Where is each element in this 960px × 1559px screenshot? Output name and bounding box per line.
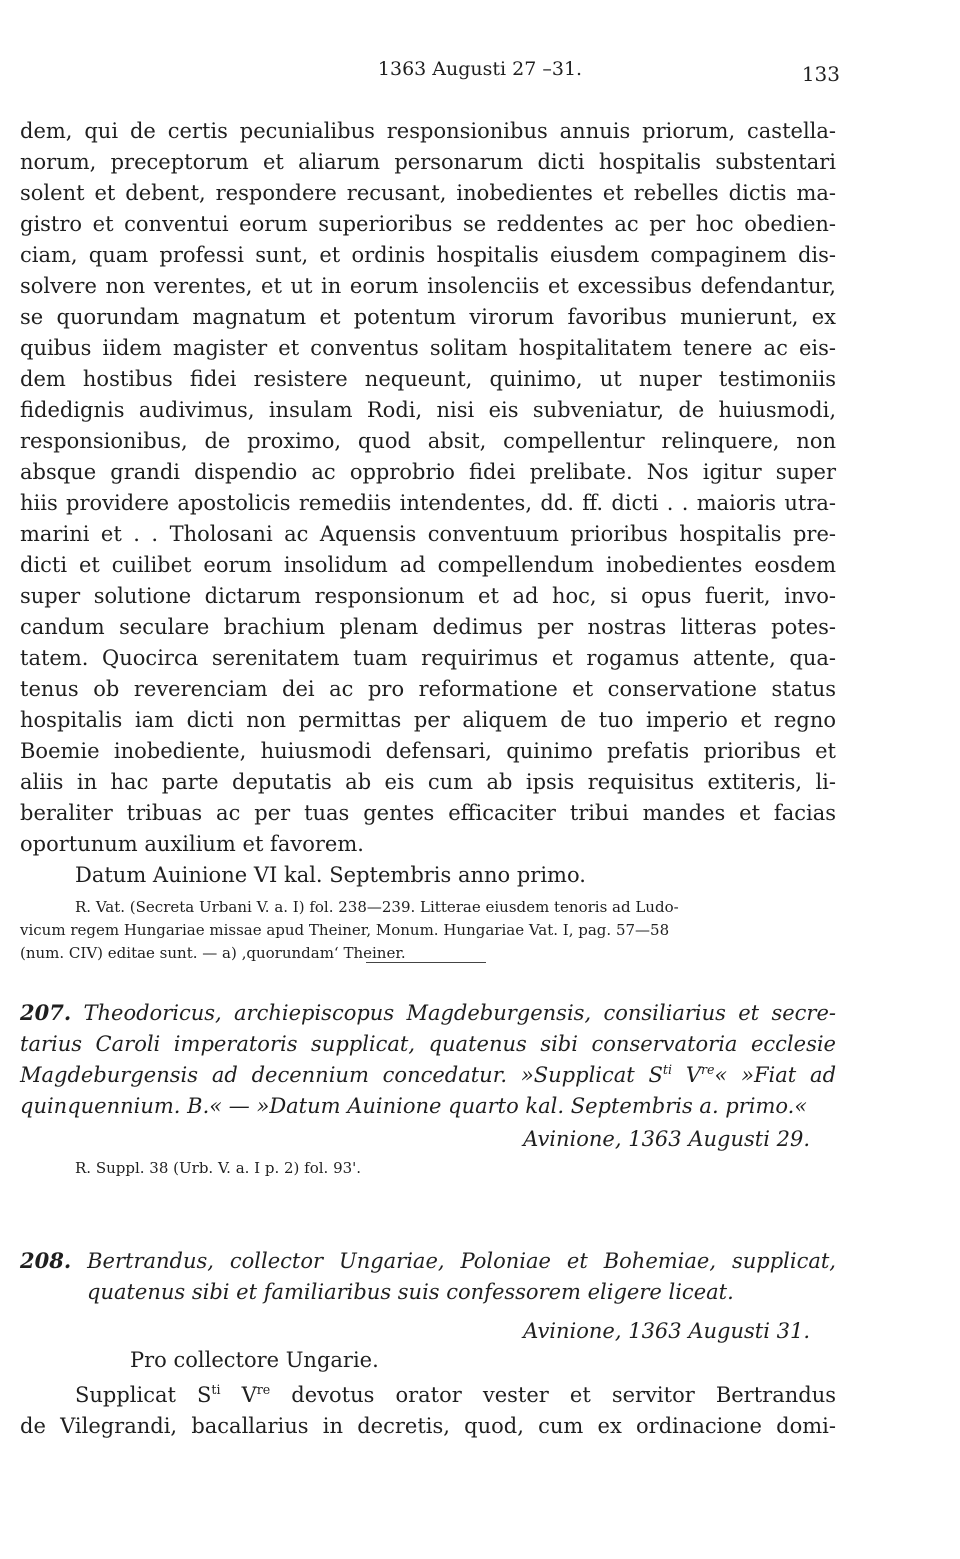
entry-208-text: Supplicat S bbox=[75, 1383, 212, 1407]
body-line: solvere non verentes, et ut in eorum insolenciis et excessibus defendantur, bbox=[20, 274, 836, 298]
body-line: beraliter tribuas ac per tuas gentes efficaciter tribui mandes et facias bbox=[20, 801, 836, 825]
page-number: 133 bbox=[801, 62, 840, 86]
entry-207-text: V bbox=[672, 1063, 701, 1087]
body-line: aliis in hac parte deputatis ab eis cum ab ipsis requisitus extiteris, li- bbox=[20, 770, 836, 794]
entry-208-dateline: Avinione, 1363 Augusti 31. bbox=[523, 1319, 810, 1343]
body-line: tenus ob reverenciam dei ac pro reformatione et conservatione status bbox=[20, 677, 836, 701]
source-note: (num. CIV) editae sunt. — a) ‚quorundam‘ Theiner. bbox=[20, 944, 406, 962]
body-line: hospitalis iam dicti non permittas per aliquem de tuo imperio et regno bbox=[20, 708, 836, 732]
entry-number: 208. bbox=[20, 1248, 72, 1273]
body-line: tatem. Quocirca serenitatem tuam requirimus et rogamus attente, qua- bbox=[20, 646, 836, 670]
body-line: se quorundam magnatum et potentum virorum favoribus munierunt, ex bbox=[20, 305, 836, 329]
body-line: oportunum auxilium et favorem. bbox=[20, 832, 364, 856]
body-line: dem hostibus fidei resistere nequeunt, quinimo, ut nuper testimoniis bbox=[20, 367, 836, 391]
body-line: candum seculare brachium plenam dedimus per nostras litteras potes- bbox=[20, 615, 836, 639]
source-note bbox=[20, 897, 836, 917]
body-line: super solutione dictarum responsionum et ad hoc, si opus fuerit, invo- bbox=[20, 584, 836, 608]
body-line: marini et . . Tholosani ac Aquensis conventuum prioribus hospitalis pre- bbox=[20, 522, 836, 546]
entry-207-line: quinquennium. B.« — »Datum Auinione quarto kal. Septembris a. primo.« bbox=[20, 1094, 808, 1118]
body-line: solent et debent, respondere recusant, inobedientes et rebelles dictis ma- bbox=[20, 181, 836, 205]
body-line: ciam, quam professi sunt, et ordinis hospitalis eiusdem compaginem dis- bbox=[20, 243, 836, 267]
superscript: re bbox=[701, 1062, 715, 1077]
entry-207-source: R. Suppl. 38 (Urb. V. a. I p. 2) fol. 93'. bbox=[75, 1159, 362, 1177]
body-line: norum, preceptorum et aliarum personarum dicti hospitalis substentari bbox=[20, 150, 836, 174]
entry-208-text: V bbox=[220, 1383, 257, 1407]
datum-line: Datum Auinione VI kal. Septembris anno primo. bbox=[75, 863, 586, 887]
body-line: dem, qui de certis pecunialibus responsionibus annuis priorum, castella- bbox=[20, 119, 836, 143]
source-note-text: R. Vat. (Secreta Urbani V. a. I) fol. 238—239. Litterae eiusdem tenoris ad Ludo- bbox=[75, 898, 679, 916]
body-line: absque grandi dispendio ac opprobrio fidei prelibate. Nos igitur super bbox=[20, 460, 836, 484]
entry-208-text: Bertrandus, collector Ungariae, Poloniae et Bohemiae, supplicat, bbox=[87, 1249, 836, 1273]
entry-207-text: « »Fiat ad bbox=[714, 1063, 837, 1087]
section-divider bbox=[366, 962, 486, 963]
entry-208-rubric: Pro collectore Ungarie. bbox=[130, 1348, 379, 1372]
body-line: dicti et cuilibet eorum insolidum ad compellendum inobedientes eosdem bbox=[20, 553, 836, 577]
entry-207-dateline: Avinione, 1363 Augusti 29. bbox=[523, 1127, 810, 1151]
superscript: ti bbox=[211, 1382, 221, 1397]
entry-207-line bbox=[20, 1062, 836, 1088]
body-line: responsionibus, de proximo, quod absit, compellentur relinquere, non bbox=[20, 429, 836, 453]
body-line: quibus iidem magister et conventus solitam hospitalitatem tenere ac eis- bbox=[20, 336, 836, 360]
entry-208-line: quatenus sibi et familiaribus suis confessorem eligere liceat. bbox=[87, 1280, 734, 1304]
body-line: hiis providere apostolicis remediis intendentes, dd. ff. dicti . . maioris utra- bbox=[20, 491, 836, 515]
entry-207-line: tarius Caroli imperatoris supplicat, quatenus sibi conservatoria ecclesie bbox=[20, 1032, 836, 1056]
entry-207-text: Theodoricus, archiepiscopus Magdeburgensis, consiliarius et secre- bbox=[83, 1001, 836, 1025]
entry-208-text-line: de Vilegrandi, bacallarius in decretis, quod, cum ex ordinacione domi- bbox=[20, 1414, 836, 1438]
entry-208-text: devotus orator vester et servitor Bertrandus bbox=[270, 1383, 836, 1407]
entry-207-line bbox=[20, 1000, 836, 1026]
body-line: gistro et conventui eorum superioribus se reddentes ac per hoc obedien- bbox=[20, 212, 836, 236]
superscript: ti bbox=[662, 1062, 673, 1077]
running-head: 1363 Augusti 27 –31. bbox=[377, 58, 583, 80]
entry-207-text: Magdeburgensis ad decennium concedatur. »Supplicat S bbox=[20, 1063, 663, 1087]
entry-208-text-line bbox=[75, 1382, 836, 1408]
body-line: fidedignis audivimus, insulam Rodi, nisi eis subveniatur, de huiusmodi, bbox=[20, 398, 836, 422]
source-note: vicum regem Hungariae missae apud Theiner, Monum. Hungariae Vat. I, pag. 57—58 bbox=[20, 921, 670, 939]
entry-208-line bbox=[20, 1248, 836, 1274]
body-line: Boemie inobediente, huiusmodi defensari, quinimo prefatis prioribus et bbox=[20, 739, 836, 763]
superscript: re bbox=[256, 1382, 271, 1397]
entry-number: 207. bbox=[20, 1000, 72, 1025]
